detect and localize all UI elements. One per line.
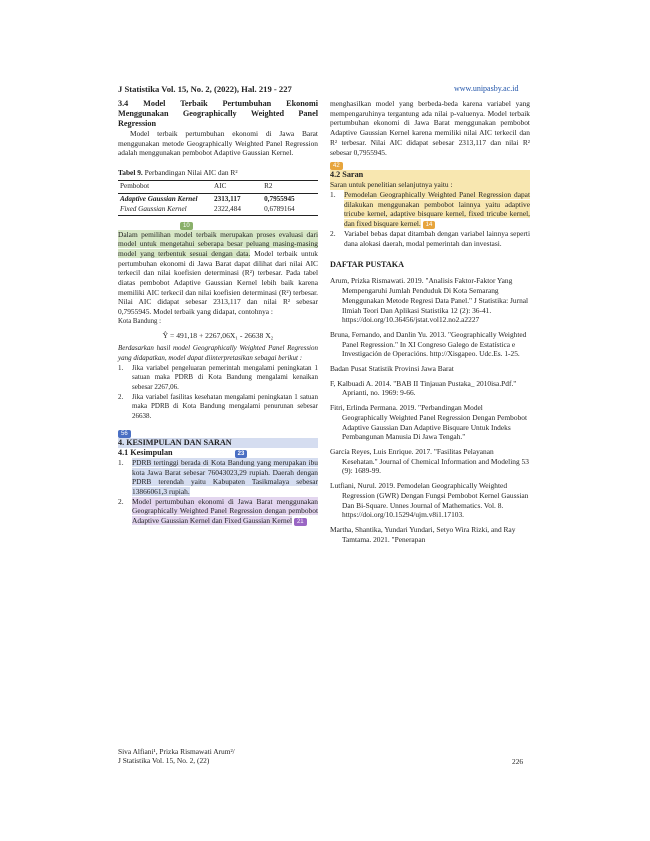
- reference-item: Fitri, Erlinda Permana. 2019. "Perbandingan Model Geographically Weighted Panel Regression Dengan Pembobot Adaptive Gaussian Dan Adaptive Bisquare Untuk Indeks Pembangunan Manusia Di Jawa Tengah.": [330, 403, 528, 442]
- suggestion-list: [330, 190, 530, 249]
- reference-item: Lutfiani, Nurul. 2019. Pemodelan Geographically Weighted Regression (GWR) Dengan Fungsi Pembobot Kernel Gaussian Dan Bi-Square. Unnes Journal of Mathematics. Vol. 8. https://doi.org/10.15294/ujm.v8i1.17103.: [330, 481, 529, 520]
- highlighted-text[interactable]: Dalam pemilihan model terbaik merupakan proses evaluasi dari model untuk mengetahui seberapa besar peluang masing-masing model yang terbentuk sesuai dengan data.: [118, 229, 318, 258]
- intro-paragraph: Model terbaik pertumbuhan ekonomi di Jawa Barat menggunakan metode Geographically Weighted Panel Regression adalah menggunakan pembobot Adaptive Gaussian Kernel.: [118, 129, 318, 158]
- section-heading-4: 4. KESIMPULAN DAN SARAN: [118, 438, 318, 448]
- reference-item: García Reyes, Luis Enrique. 2017. "Fasilitas Pelayanan Kesehatan." Journal of Chemical Information and Modeling 53 (9): 1689-99.: [330, 446, 529, 476]
- table-header: AIC: [212, 180, 262, 193]
- list-item: 1. Pemodelan Geographically Weighted Panel Regression dapat dilakukan menggunakan pembobot lainnya yaitu adaptive tricube kernel, adaptive bisquare kernel, fixed tricube kernel, dan fixed bisquare kernel. 14: [330, 189, 530, 229]
- annotation-badge[interactable]: 56: [118, 430, 131, 438]
- table-cell: 0,6789164: [262, 204, 318, 215]
- table-header: Pembobot: [118, 180, 212, 193]
- annotation-badge[interactable]: 21: [294, 518, 307, 526]
- reference-item: Badan Pusat Statistik Provinsi Jawa Barat: [330, 364, 454, 374]
- section-heading-3-4: 3.4 Model Terbaik Pertumbuhan Ekonomi Menggunakan Geographically Weighted Panel Regression: [118, 99, 318, 128]
- reference-item: F, Kalbuadi A. 2014. "BAB II Tinjauan Pustaka_ 2010isa.Pdf." Aprianti, no. 1969: 9-66.: [330, 378, 517, 398]
- page-number: 226: [512, 757, 524, 766]
- model-equation: Ŷ = 491,18 + 2267,06X₁ - 26638 X₂: [162, 330, 274, 340]
- suggestion-intro: Saran untuk penelitian selanjutnya yaitu :: [330, 180, 530, 190]
- table-cell: Adaptive Gaussian Kernel: [120, 194, 198, 203]
- table-cell: Fixed Gaussian Kernel: [118, 204, 212, 215]
- footer-authors-line: Siva Alfiani¹, Prizka Rismawati Arum²/: [118, 747, 235, 756]
- list-item: 2. Jika variabel fasilitas kesehatan mengalami peningkatan 1 satuan maka PDRB di Kota Bandung mengalami penurunan sebesar 26638.: [118, 392, 318, 421]
- section-heading-4-2: 4.2 Saran: [330, 170, 530, 180]
- list-item: 2. Model pertumbuhan ekonomi di Jawa Barat menggunakan Geographically Weighted Panel Regression dengan pembobot Adaptive Gaussian Kernel dan Fixed Gaussian Kernel 21: [118, 496, 318, 526]
- list-item: 1. PDRB tertinggi berada di Kota Bandung yang merupakan ibu kota Jawa Barat sebesar 76043023,29 rupiah. Daerah dengan PDRB terendah yaitu Kabupaten Tasikmalaya sebesar 13866061,3 rupiah.: [118, 457, 318, 496]
- annotation-badge[interactable]: 23: [235, 450, 248, 458]
- table-cell: 2313,117: [214, 194, 241, 203]
- table-header: R2: [262, 180, 318, 193]
- list-item: 1. Jika variabel pengeluaran pemerintah mengalami peningkatan 1 satuan maka PDRB di Kota Bandung mengalami kenaikan sebesar 2267,06.: [118, 363, 318, 392]
- aic-comparison-table: [118, 180, 318, 216]
- annotation-row: [118, 428, 318, 438]
- annotation-row: [330, 160, 530, 170]
- annotation-badge[interactable]: 14: [423, 221, 436, 229]
- table-caption-text: Perbandingan Nilai AIC dan R²: [144, 168, 238, 178]
- annotation-badge[interactable]: 42: [330, 162, 343, 170]
- table-row: [118, 193, 318, 204]
- left-column: [118, 99, 318, 526]
- section-heading-4-1: 4.1 Kesimpulan 23: [118, 448, 318, 458]
- footer-authors: [118, 747, 235, 765]
- evaluation-paragraph: [118, 230, 318, 317]
- continuation-paragraph: menghasilkan model yang berbeda-beda karena variabel yang mempengaruhinya tergantung ada nilai p-valuenya. Model terbaik pertumbuhan ekonomi di Jawa Barat menggunakan pembobot Adaptive Gaussian Kernel karena memiliki nilai AIC terkecil dan R² terbesar. Nilai AIC didapat sebesar 2313,117 dan nilai R² sebesar 0,7955945.: [330, 99, 530, 157]
- references-heading: DAFTAR PUSTAKA: [330, 260, 405, 270]
- journal-url[interactable]: www.unipasby.ac.id: [454, 84, 519, 93]
- reference-item: Arum, Prizka Rismawati. 2019. "Analisis Faktor-Faktor Yang Mempengaruhi Jumlah Penduduk Di Kota Semarang Menggunakan Metode Regresi Data Panel." J Statistika: Jurnal Ilmiah Teori Dan Aplikasi Statistika 12 (2): 36-41. https://doi.org/10.36456/jstat.vol12.no2.a2227: [330, 276, 529, 325]
- interpretation-intro: Berdasarkan hasil model Geographically Weighted Panel Regression yang didapatkan, model dapat diinterpretasikan sebagai berikut :: [118, 344, 318, 362]
- table-row: [118, 204, 318, 215]
- interpretation-list: [118, 364, 318, 422]
- reference-item: Martha, Shantika, Yundari Yundari, Setyo Wira Rizki, and Ray Tamtama. 2021. "Penerapan: [330, 524, 516, 544]
- list-item: 2. Variabel bebas dapat ditambah dengan variabel lainnya seperti dana alokasi daerah, modal pemerintah dan investasi.: [330, 229, 530, 248]
- journal-header: J Statistika Vol. 15, No. 2, (2022), Hal. 219 - 227: [118, 84, 292, 94]
- table-cell: 0,7955945: [264, 194, 295, 203]
- table-caption-label: Tabel 9.: [118, 168, 143, 178]
- conclusion-list: [118, 458, 318, 526]
- right-column: [330, 99, 530, 549]
- annotation-badge[interactable]: 10: [180, 222, 193, 230]
- table-caption: [118, 168, 318, 178]
- annotation-row: [118, 220, 318, 230]
- reference-list: [330, 276, 530, 544]
- table-cell: 2322,484: [212, 204, 262, 215]
- footer-journal-line: J Statistika Vol. 15, No. 2, (22): [118, 756, 210, 765]
- reference-item: Bruna, Fernando, and Danlin Yu. 2013. "Geographically Weighted Panel Regression." In XI Congreso Galego de Estatística e Investigación de Operacións. http://Xisgapeo. Udc.Es. 1-25.: [330, 329, 527, 359]
- city-label: Kota Bandung :: [118, 317, 162, 325]
- paragraph-text: Model terbaik untuk pertumbuhan ekonomi di Jawa Barat dapat dilihat dari nilai AIC terkecil dan nilai koefisien determinasi (R²) terbesar. Pada tabel diatas pembobot Adaptive Gaussian Kernel lebih baik karena memiliki AIC terkecil dan nilai koefisien determinasi (R²) terbesar. Nilai AIC didapat sebesar 2313,117 dan nilai R² sebesar 0,7955945. Model terbaik yang didapat, contohnya :: [118, 248, 318, 317]
